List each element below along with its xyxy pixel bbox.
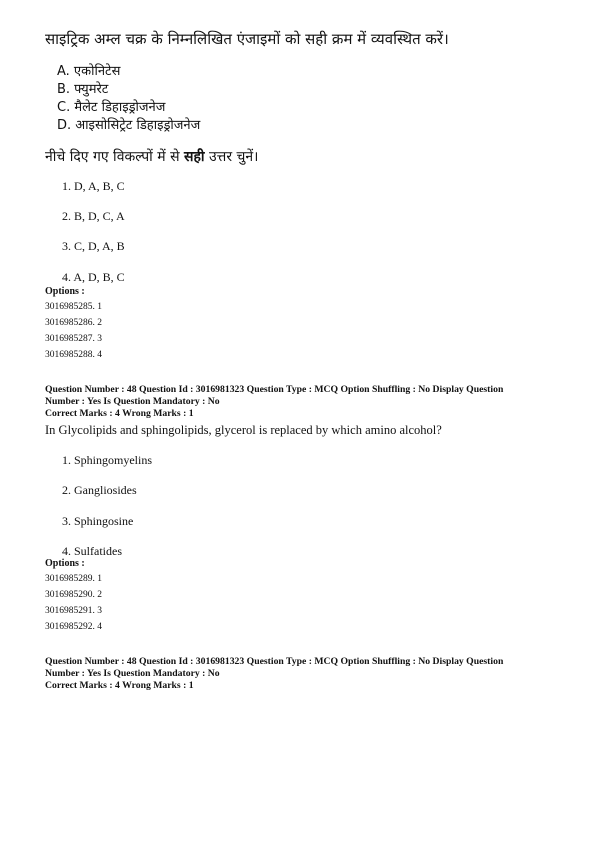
options-label: Options : <box>45 558 85 569</box>
option-id-3: 3016985287. 3 <box>45 334 102 344</box>
question-meta <box>45 384 503 420</box>
meta-line-1: Question Number : 48 Question Id : 3016981323 Question Type : MCQ Option Shuffling : No Display Question <box>45 656 504 667</box>
question-item-a: A. एकोनिटेस <box>57 64 121 79</box>
instruction-text-end: उत्तर चुनें। <box>204 149 259 165</box>
option-id-1: 3016985289. 1 <box>45 574 102 584</box>
question-item-b: B. फ्युमरेट <box>57 82 109 97</box>
choice-4: 4. A, D, B, C <box>62 270 125 284</box>
option-id-2: 3016985290. 2 <box>45 590 102 600</box>
meta-line-3: Correct Marks : 4 Wrong Marks : 1 <box>45 408 194 419</box>
choice-1: 1. D, A, B, C <box>62 179 125 193</box>
choice-3: 3. Sphingosine <box>62 514 134 528</box>
option-id-2: 3016985286. 2 <box>45 318 102 328</box>
question-item-d: D. आइसोसिट्रेट डिहाइड्रोजनेज <box>57 118 201 133</box>
meta-line-1: Question Number : 48 Question Id : 3016981323 Question Type : MCQ Option Shuffling : No Display Question <box>45 384 504 395</box>
meta-line-2: Number : Yes Is Question Mandatory : No <box>45 668 220 679</box>
option-id-4: 3016985288. 4 <box>45 350 102 360</box>
choice-2: 2. B, D, C, A <box>62 209 125 223</box>
option-id-4: 3016985292. 4 <box>45 622 102 632</box>
question-47-items <box>57 63 200 135</box>
choice-3: 3. C, D, A, B <box>62 239 125 253</box>
question-meta-repeat <box>45 656 503 692</box>
instruction-text: नीचे दिए गए विकल्पों में से <box>45 149 184 165</box>
question-47-text: साइट्रिक अम्ल चक्र के निम्नलिखित एंजाइमों को सही क्रम में व्यवस्थित करें। <box>45 30 449 48</box>
choice-1: 1. Sphingomyelins <box>62 453 153 467</box>
instruction-emphasis: सही <box>184 149 205 165</box>
choice-2: 2. Gangliosides <box>62 483 137 497</box>
meta-line-2: Number : Yes Is Question Mandatory : No <box>45 396 220 407</box>
question-item-c: C. मैलेट डिहाइड्रोजनेज <box>57 100 166 115</box>
question-48-text: In Glycolipids and sphingolipids, glycerol is replaced by which amino alcohol? <box>45 423 442 437</box>
meta-line-3: Correct Marks : 4 Wrong Marks : 1 <box>45 680 194 691</box>
choice-4: 4. Sulfatides <box>62 544 122 558</box>
question-47-instruction <box>45 147 258 166</box>
option-id-1: 3016985285. 1 <box>45 302 102 312</box>
option-id-3: 3016985291. 3 <box>45 606 102 616</box>
options-label: Options : <box>45 286 85 297</box>
